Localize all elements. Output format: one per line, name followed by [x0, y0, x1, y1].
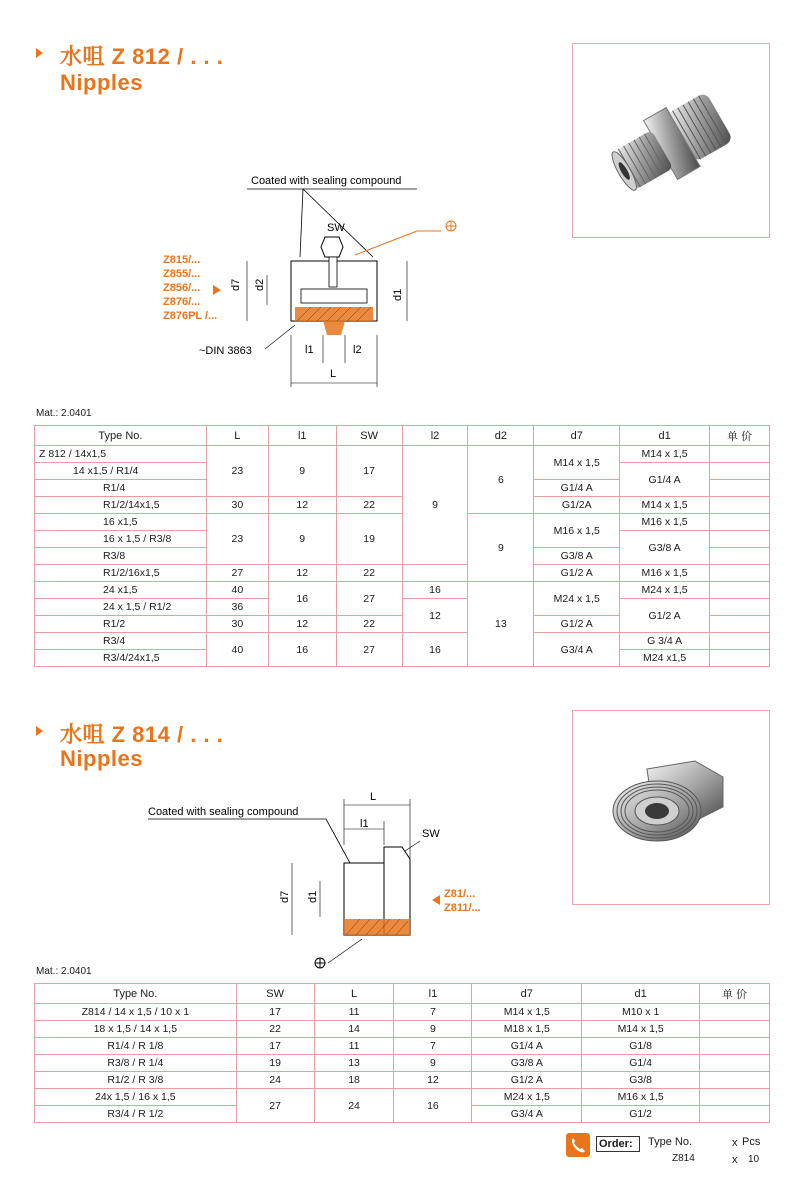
- cell-L: 18: [314, 1072, 394, 1089]
- header-l1: l1: [268, 426, 336, 446]
- material-label: Mat.: 2.0401: [36, 966, 92, 977]
- cell-price: [710, 565, 770, 582]
- header-d1: d1: [620, 426, 710, 446]
- coated-label: Coated with sealing compound: [251, 175, 402, 187]
- ref-2: Z811/...: [444, 902, 481, 914]
- cell-L: 30: [206, 616, 268, 633]
- cell-price: [700, 1089, 770, 1106]
- cell-sw: 22: [336, 616, 402, 633]
- cell-sw: 24: [236, 1072, 314, 1089]
- cell-l1: 9: [394, 1055, 472, 1072]
- cell-l1: 12: [268, 497, 336, 514]
- type-cell: R1/2/14x1,5: [35, 497, 207, 514]
- cell-L: 40: [206, 633, 268, 667]
- cell-d1: G3/8 A: [620, 531, 710, 565]
- cell-L: 13: [314, 1055, 394, 1072]
- cell-price: [710, 514, 770, 531]
- type-cell: R3/4: [35, 633, 207, 650]
- header-L: L: [314, 984, 394, 1004]
- cell-sw: 19: [236, 1055, 314, 1072]
- header-price: 单 价: [710, 426, 770, 446]
- cell-d1: G3/8: [582, 1072, 700, 1089]
- cell-l1: 7: [394, 1038, 472, 1055]
- cell-d1: G1/4 A: [620, 463, 710, 497]
- L-label: L: [330, 368, 337, 380]
- header-sw: SW: [336, 426, 402, 446]
- cell-d7: G3/4 A: [472, 1106, 582, 1123]
- cell-sw: 17: [336, 446, 402, 497]
- type-cell: R3/4 / R 1/2: [35, 1106, 237, 1123]
- cell-price: [700, 1072, 770, 1089]
- type-cell: Z814 / 14 x 1,5 / 10 x 1: [35, 1004, 237, 1021]
- spec-table-z812: [34, 425, 770, 667]
- cell-l2: [402, 565, 468, 582]
- cell-price: [710, 616, 770, 633]
- product-photo-nipple: [572, 710, 770, 905]
- cell-l1: 16: [268, 582, 336, 616]
- order-pcs-label: Pcs: [742, 1136, 761, 1148]
- table-header-row: [35, 984, 770, 1004]
- ref-5: Z876PL /...: [163, 310, 218, 322]
- phone-order-icon: [566, 1133, 590, 1157]
- cell-d7: M24 x 1,5: [472, 1089, 582, 1106]
- cell-d1: M16 x 1,5: [582, 1089, 700, 1106]
- cell-price: [710, 633, 770, 650]
- table-row: [35, 599, 770, 616]
- cell-d7: G1/2A: [534, 497, 620, 514]
- cell-l1: 9: [268, 514, 336, 565]
- ref-arrow-icon: [432, 895, 440, 905]
- header-d2: d2: [468, 426, 534, 446]
- header-price: 单 价: [700, 984, 770, 1004]
- cell-d7: M16 x 1,5: [534, 514, 620, 548]
- cell-d2: 9: [468, 514, 534, 582]
- table-row: [35, 1055, 770, 1072]
- type-cell: R3/8: [35, 548, 207, 565]
- table-row: [35, 582, 770, 599]
- cell-L: 24: [314, 1089, 394, 1123]
- type-cell: 24 x1,5: [35, 582, 207, 599]
- l2-label: l2: [353, 344, 362, 356]
- cell-d1: M14 x 1,5: [582, 1021, 700, 1038]
- type-cell: R1/2 / R 3/8: [35, 1072, 237, 1089]
- cell-d7: M14 x 1,5: [472, 1004, 582, 1021]
- cell-d1: G1/8: [582, 1038, 700, 1055]
- cell-sw: 19: [336, 514, 402, 565]
- header-l1: l1: [394, 984, 472, 1004]
- order-multiply-1: x: [732, 1137, 738, 1149]
- cell-d1: M10 x 1: [582, 1004, 700, 1021]
- cell-price: [710, 650, 770, 667]
- section-arrow-icon: [36, 726, 43, 736]
- d1-label: d1: [307, 890, 319, 903]
- cell-d7: G3/4 A: [534, 633, 620, 667]
- type-cell: R3/8 / R 1/4: [35, 1055, 237, 1072]
- cell-l2: 16: [402, 582, 468, 599]
- section-arrow-icon: [36, 48, 43, 58]
- cell-sw: 17: [236, 1004, 314, 1021]
- table-row: [35, 633, 770, 650]
- cell-l1: 7: [394, 1004, 472, 1021]
- header-l2: l2: [402, 426, 468, 446]
- cell-d7: M14 x 1,5: [534, 446, 620, 480]
- table-row: [35, 446, 770, 463]
- l1-label: l1: [305, 344, 314, 356]
- table-row: [35, 565, 770, 582]
- header-d7: d7: [472, 984, 582, 1004]
- sw-label: SW: [327, 222, 345, 234]
- cell-L: 30: [206, 497, 268, 514]
- cell-L: 40: [206, 582, 268, 599]
- order-pcs-value: 10: [748, 1154, 760, 1165]
- section-title-cn: 水咀 Z 812 / . . .: [60, 44, 224, 69]
- table-row: [35, 1021, 770, 1038]
- cell-d1: M14 x 1,5: [620, 497, 710, 514]
- cell-L: 14: [314, 1021, 394, 1038]
- nipple-photo-icon: [573, 44, 769, 237]
- d7-label: d7: [279, 890, 291, 903]
- header-L: L: [206, 426, 268, 446]
- table-header-row: [35, 426, 770, 446]
- section-title-en: Nipples: [60, 746, 143, 771]
- cell-L: 27: [206, 565, 268, 582]
- cell-d7: G1/2 A: [534, 616, 620, 633]
- ref-4: Z876/...: [163, 296, 201, 308]
- type-cell: 16 x 1,5 / R3/8: [35, 531, 207, 548]
- cell-l1: 12: [394, 1072, 472, 1089]
- d7-label: d7: [230, 278, 242, 291]
- cell-d1: G1/4: [582, 1055, 700, 1072]
- type-cell: 24 x 1,5 / R1/2: [35, 599, 207, 616]
- cell-sw: 27: [336, 582, 402, 616]
- cell-d1: M14 x 1,5: [620, 446, 710, 463]
- cell-price: [710, 497, 770, 514]
- coated-label: Coated with sealing compound: [148, 806, 299, 818]
- cell-l1: 9: [268, 446, 336, 497]
- cell-d7: M18 x 1,5: [472, 1021, 582, 1038]
- d1-label: d1: [392, 288, 404, 301]
- order-type-value: Z814: [672, 1153, 695, 1164]
- material-label: Mat.: 2.0401: [36, 408, 92, 419]
- table-row: [35, 1072, 770, 1089]
- cell-price: [700, 1106, 770, 1123]
- d2-label: d2: [254, 278, 266, 291]
- cell-price: [700, 1055, 770, 1072]
- din-label: ~DIN 3863: [199, 345, 252, 357]
- L-label: L: [370, 791, 377, 803]
- cell-sw: 22: [236, 1021, 314, 1038]
- header-sw: SW: [236, 984, 314, 1004]
- ref-1: Z81/...: [444, 888, 476, 900]
- cell-sw: 22: [336, 497, 402, 514]
- type-cell: 24x 1,5 / 16 x 1,5: [35, 1089, 237, 1106]
- l1-label: l1: [360, 818, 369, 830]
- technical-drawing-z814: [140, 785, 500, 975]
- cell-sw: 22: [336, 565, 402, 582]
- type-cell: R1/4 / R 1/8: [35, 1038, 237, 1055]
- ref-2: Z855/...: [163, 268, 201, 280]
- cell-price: [710, 446, 770, 463]
- ref-1: Z815/...: [163, 254, 201, 266]
- table-row: [35, 514, 770, 531]
- cell-d7: G1/2 A: [534, 565, 620, 582]
- type-cell: R1/2/16x1,5: [35, 565, 207, 582]
- cell-d7: M24 x 1,5: [534, 582, 620, 616]
- cell-d7: G1/2 A: [472, 1072, 582, 1089]
- cell-L: 36: [206, 599, 268, 616]
- cell-sw: 17: [236, 1038, 314, 1055]
- table-row: [35, 1038, 770, 1055]
- product-photo-nipple: [572, 43, 770, 238]
- cell-l2: 9: [402, 446, 468, 565]
- cell-d1: G1/2 A: [620, 599, 710, 633]
- sw-label: SW: [422, 828, 440, 840]
- order-multiply-2: x: [732, 1154, 738, 1166]
- section-title-en: Nipples: [60, 70, 143, 95]
- type-cell: 16 x1,5: [35, 514, 207, 531]
- ref-3: Z856/...: [163, 282, 201, 294]
- order-type-label: Type No.: [648, 1136, 693, 1148]
- cell-price: [710, 463, 770, 480]
- cell-price: [700, 1021, 770, 1038]
- cell-price: [710, 531, 770, 548]
- header-d1: d1: [582, 984, 700, 1004]
- cell-d1: G1/2: [582, 1106, 700, 1123]
- cell-d1: M16 x 1,5: [620, 514, 710, 531]
- type-cell: R1/2: [35, 616, 207, 633]
- spec-table-z814: [34, 983, 770, 1123]
- cell-l1: 16: [268, 633, 336, 667]
- cell-price: [710, 582, 770, 599]
- cell-d7: G1/4 A: [534, 480, 620, 497]
- cell-l1: 12: [268, 616, 336, 633]
- order-label: Order:: [596, 1136, 640, 1152]
- table-row: [35, 1004, 770, 1021]
- cell-L: 23: [206, 446, 268, 497]
- cell-d7: G3/8 A: [534, 548, 620, 565]
- cell-d7: G1/4 A: [472, 1038, 582, 1055]
- cell-d7: G3/8 A: [472, 1055, 582, 1072]
- table-row: [35, 497, 770, 514]
- header-d7: d7: [534, 426, 620, 446]
- cell-l1: 16: [394, 1089, 472, 1123]
- type-cell: R1/4: [35, 480, 207, 497]
- type-cell: Z 812 / 14x1,5: [35, 446, 207, 463]
- cell-sw: 27: [236, 1089, 314, 1123]
- header-type: Type No.: [35, 426, 207, 446]
- type-cell: 18 x 1,5 / 14 x 1,5: [35, 1021, 237, 1038]
- cell-L: 11: [314, 1038, 394, 1055]
- cell-price: [700, 1004, 770, 1021]
- cell-d1: M24 x 1,5: [620, 582, 710, 599]
- cell-price: [700, 1038, 770, 1055]
- ref-arrow-icon: [213, 285, 221, 295]
- cell-L: 23: [206, 514, 268, 565]
- cell-d2: 13: [468, 582, 534, 667]
- cell-price: [710, 480, 770, 497]
- cell-l2: 16: [402, 633, 468, 667]
- section-title-cn: 水咀 Z 814 / . . .: [60, 722, 224, 747]
- cell-d1: M16 x 1,5: [620, 565, 710, 582]
- table-row: [35, 1089, 770, 1106]
- cell-price: [710, 548, 770, 565]
- cell-price: [710, 599, 770, 616]
- technical-drawing-z812: [155, 165, 475, 395]
- type-cell: R3/4/24x1,5: [35, 650, 207, 667]
- type-cell: 14 x1,5 / R1/4: [35, 463, 207, 480]
- cell-L: 11: [314, 1004, 394, 1021]
- cell-l2: 12: [402, 599, 468, 633]
- cell-d1: M24 x1,5: [620, 650, 710, 667]
- cell-d2: 6: [468, 446, 534, 514]
- cell-d1: G 3/4 A: [620, 633, 710, 650]
- header-type: Type No.: [35, 984, 237, 1004]
- cell-l1: 12: [268, 565, 336, 582]
- cell-l1: 9: [394, 1021, 472, 1038]
- cell-sw: 27: [336, 633, 402, 667]
- reducing-nipple-photo-icon: [573, 711, 769, 904]
